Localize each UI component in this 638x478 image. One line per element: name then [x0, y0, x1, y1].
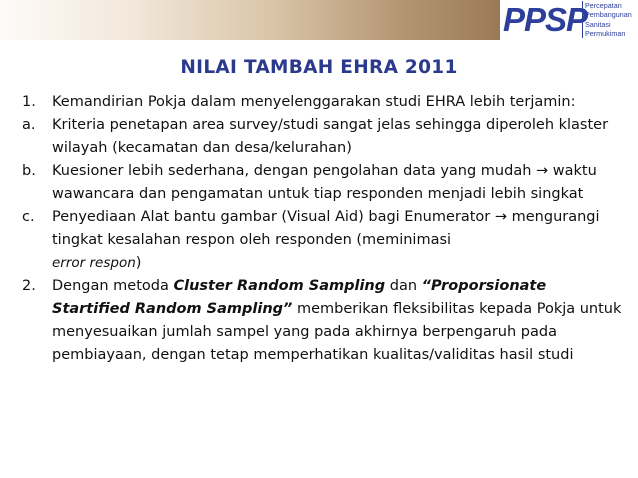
logo-line-3: Sanitasi [585, 19, 611, 29]
list-item-text-cont: memberikan fleksibilitas kepada Pokja untuk menyesuaikan jumlah sampel yang pada akhirnya berpengaruh pada pembiayaan, dengan tetap memperhatikan kualitas/validitas hasil studi [52, 301, 622, 363]
list-marker: a. [22, 117, 36, 133]
list-item-a [22, 114, 622, 160]
list-item-text: Penyediaan Alat bantu gambar (Visual Aid) bagi Enumerator [52, 209, 491, 225]
list-item-b [22, 160, 622, 206]
list-item-text: Kuesioner lebih sederhana, dengan pengolahan data yang mudah [52, 163, 532, 179]
header-banner [0, 0, 500, 40]
list-marker: b. [22, 163, 36, 179]
method-proportionate-sampling: “Proporsionate Startified Random Sampling” [52, 278, 547, 317]
list-item-1 [22, 91, 622, 114]
right-arrow-icon: → [494, 209, 508, 225]
list-item-text: Kemandirian Pokja dalam menyelenggarakan studi EHRA lebih terjamin: [52, 94, 576, 110]
slide-title: NILAI TAMBAH EHRA 2011 [180, 57, 458, 78]
closing-paren: ) [135, 255, 142, 271]
list-item-2 [22, 275, 622, 367]
list-item-text-cont: waktu wawancara dan pengamatan untuk tiap responden menjadi lebih singkat [52, 163, 597, 202]
list-item-text-cont: mengurangi tingkat kesalahan respon oleh responden (meminimasi [52, 209, 600, 248]
list-item-text: Kriteria penetapan area survey/studi sangat jelas sehingga diperoleh klaster wilayah (kecamatan dan desa/kelurahan) [52, 117, 609, 156]
logo-line-2: Pembangunan [585, 10, 632, 20]
right-arrow-icon: → [536, 163, 549, 179]
list-item-text: Dengan metoda [52, 278, 169, 294]
method-cluster-sampling: Cluster Random Sampling [173, 278, 386, 294]
connector-text: dan [389, 278, 418, 294]
list-marker: c. [22, 209, 35, 225]
logo-line-4: Permukiman [585, 28, 626, 38]
ppsp-logo-caption [582, 1, 638, 38]
italic-term: error respon [52, 255, 136, 271]
ppsp-logo: PPSP [503, 1, 588, 38]
list-item-c [22, 206, 622, 275]
logo-line-1: Percepatan [585, 1, 622, 10]
list-marker: 1. [22, 94, 36, 110]
list-marker: 2. [22, 278, 36, 294]
slide-content [22, 91, 622, 367]
